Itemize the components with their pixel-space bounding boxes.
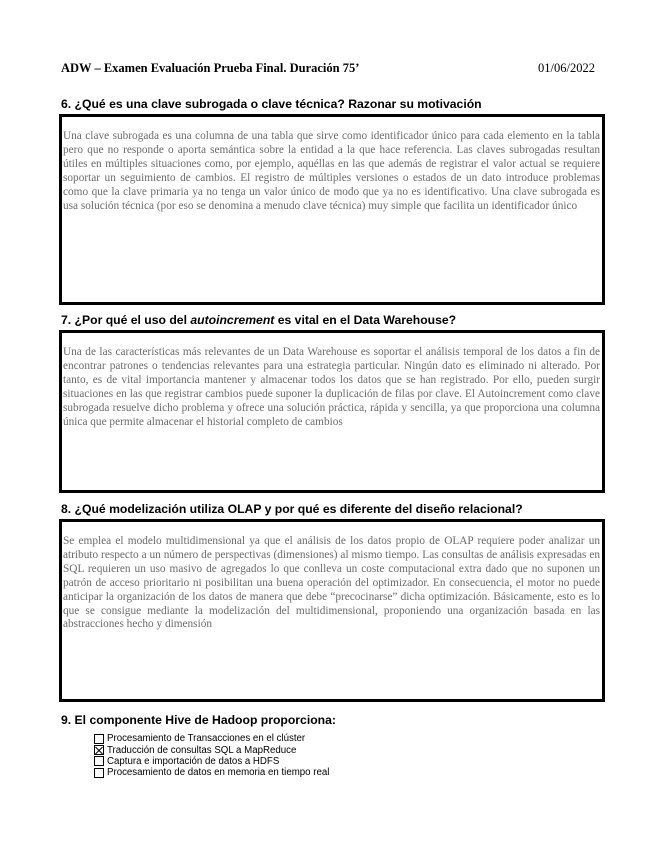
option-3-label: Captura e importación de datos a HDFS xyxy=(107,755,280,767)
exam-date: 01/06/2022 xyxy=(538,61,595,75)
option-4-checkbox[interactable] xyxy=(94,768,104,778)
option-2-label: Traducción de consultas SQL a MapReduce xyxy=(107,744,297,756)
option-item[interactable] xyxy=(94,756,329,767)
option-1-label: Procesamiento de Transacciones en el clúster xyxy=(107,733,306,745)
question-6-answer-box[interactable] xyxy=(59,114,605,305)
option-2-checkbox[interactable] xyxy=(94,745,104,755)
question-9-options xyxy=(94,733,329,779)
question-7-title-end: es vital en el Data Warehouse? xyxy=(274,313,457,327)
option-item[interactable] xyxy=(94,733,329,744)
question-7-title xyxy=(61,313,456,327)
question-6-title: 6. ¿Qué es una clave subrogada o clave técnica? Razonar su motivación xyxy=(61,97,482,111)
option-item[interactable] xyxy=(94,767,329,778)
question-8-title: 8. ¿Qué modelización utiliza OLAP y por qué es diferente del diseño relacional? xyxy=(61,502,523,516)
page-header xyxy=(61,61,595,76)
question-7-answer-box[interactable] xyxy=(59,330,605,493)
question-6-answer-text: Una clave subrogada es una columna de una tabla que sirve como identificador único para cada elemento en la tabla pero que no responde o aporta semántica sobre la entidad a la que hace referencia. Las claves subrogadas resultan útiles en múltiples situaciones como, por ejemplo, aquéllas en las que además de registrar el valor actual se requiere soportar un seguimiento de cambios. El registro de múltiples versiones o estados de un dato introduce problemas como que la clave primaria ya no tenga un valor único de modo que ya no es identificativo. Una clave subrogada es usa solución técnica (por eso se denomina a menudo clave técnica) muy simple que facilita un identificador único xyxy=(63,130,600,212)
question-7-title-emphasis: autoincrement xyxy=(190,313,275,327)
question-7-title-start: 7. ¿Por qué el uso del xyxy=(61,313,191,327)
question-8-answer-box[interactable] xyxy=(59,519,605,702)
question-7-answer-text: Una de las características más relevantes de un Data Warehouse es soportar el análisis temporal de los datos a fin de encontrar patrones o tendencias relevantes para una estrategia particular. Ningún dato es eliminado ni alterado. Por tanto, es de vital importancia mantener y almacenar todos los datos que se han registrado. Por ello, pueden surgir situaciones en las que registrar cambios puede suponer la duplicación de filas por clave. El Autoincrement como clave subrogada resuelve dicho problema y ofrece una solución práctica, rápida y sencilla, ya que proporciona una columna única que permite almacenar el historial completo de cambios xyxy=(63,346,600,428)
question-9-title: 9. El componente Hive de Hadoop proporciona: xyxy=(61,713,336,727)
question-8-answer-text: Se emplea el modelo multidimensional ya que el análisis de los datos propio de OLAP requiere poder analizar un atributo respecto a un número de perspectivas (dimensiones) al mismo tiempo. Las consultas de análisis expresadas en SQL requieren un uso masivo de agregados lo que conlleva un coste computacional extra dado que no suponen un patrón de acceso prioritario ni posibilitan una buena operación del optimizador. En consecuencia, el motor no puede anticipar la organización de los datos de manera que debe “precocinarse” dicha optimización. Básicamente, esto es lo que se consigue mediante la modelización del multidimensional, proponiendo una organización basada en las abstracciones hecho y dimensión xyxy=(63,535,600,631)
exam-title: ADW – Examen Evaluación Prueba Final. Duración 75’ xyxy=(61,61,360,75)
option-1-checkbox[interactable] xyxy=(94,734,104,744)
option-3-checkbox[interactable] xyxy=(94,756,104,766)
option-4-label: Procesamiento de datos en memoria en tiempo real xyxy=(107,767,330,779)
option-item[interactable] xyxy=(94,744,329,755)
